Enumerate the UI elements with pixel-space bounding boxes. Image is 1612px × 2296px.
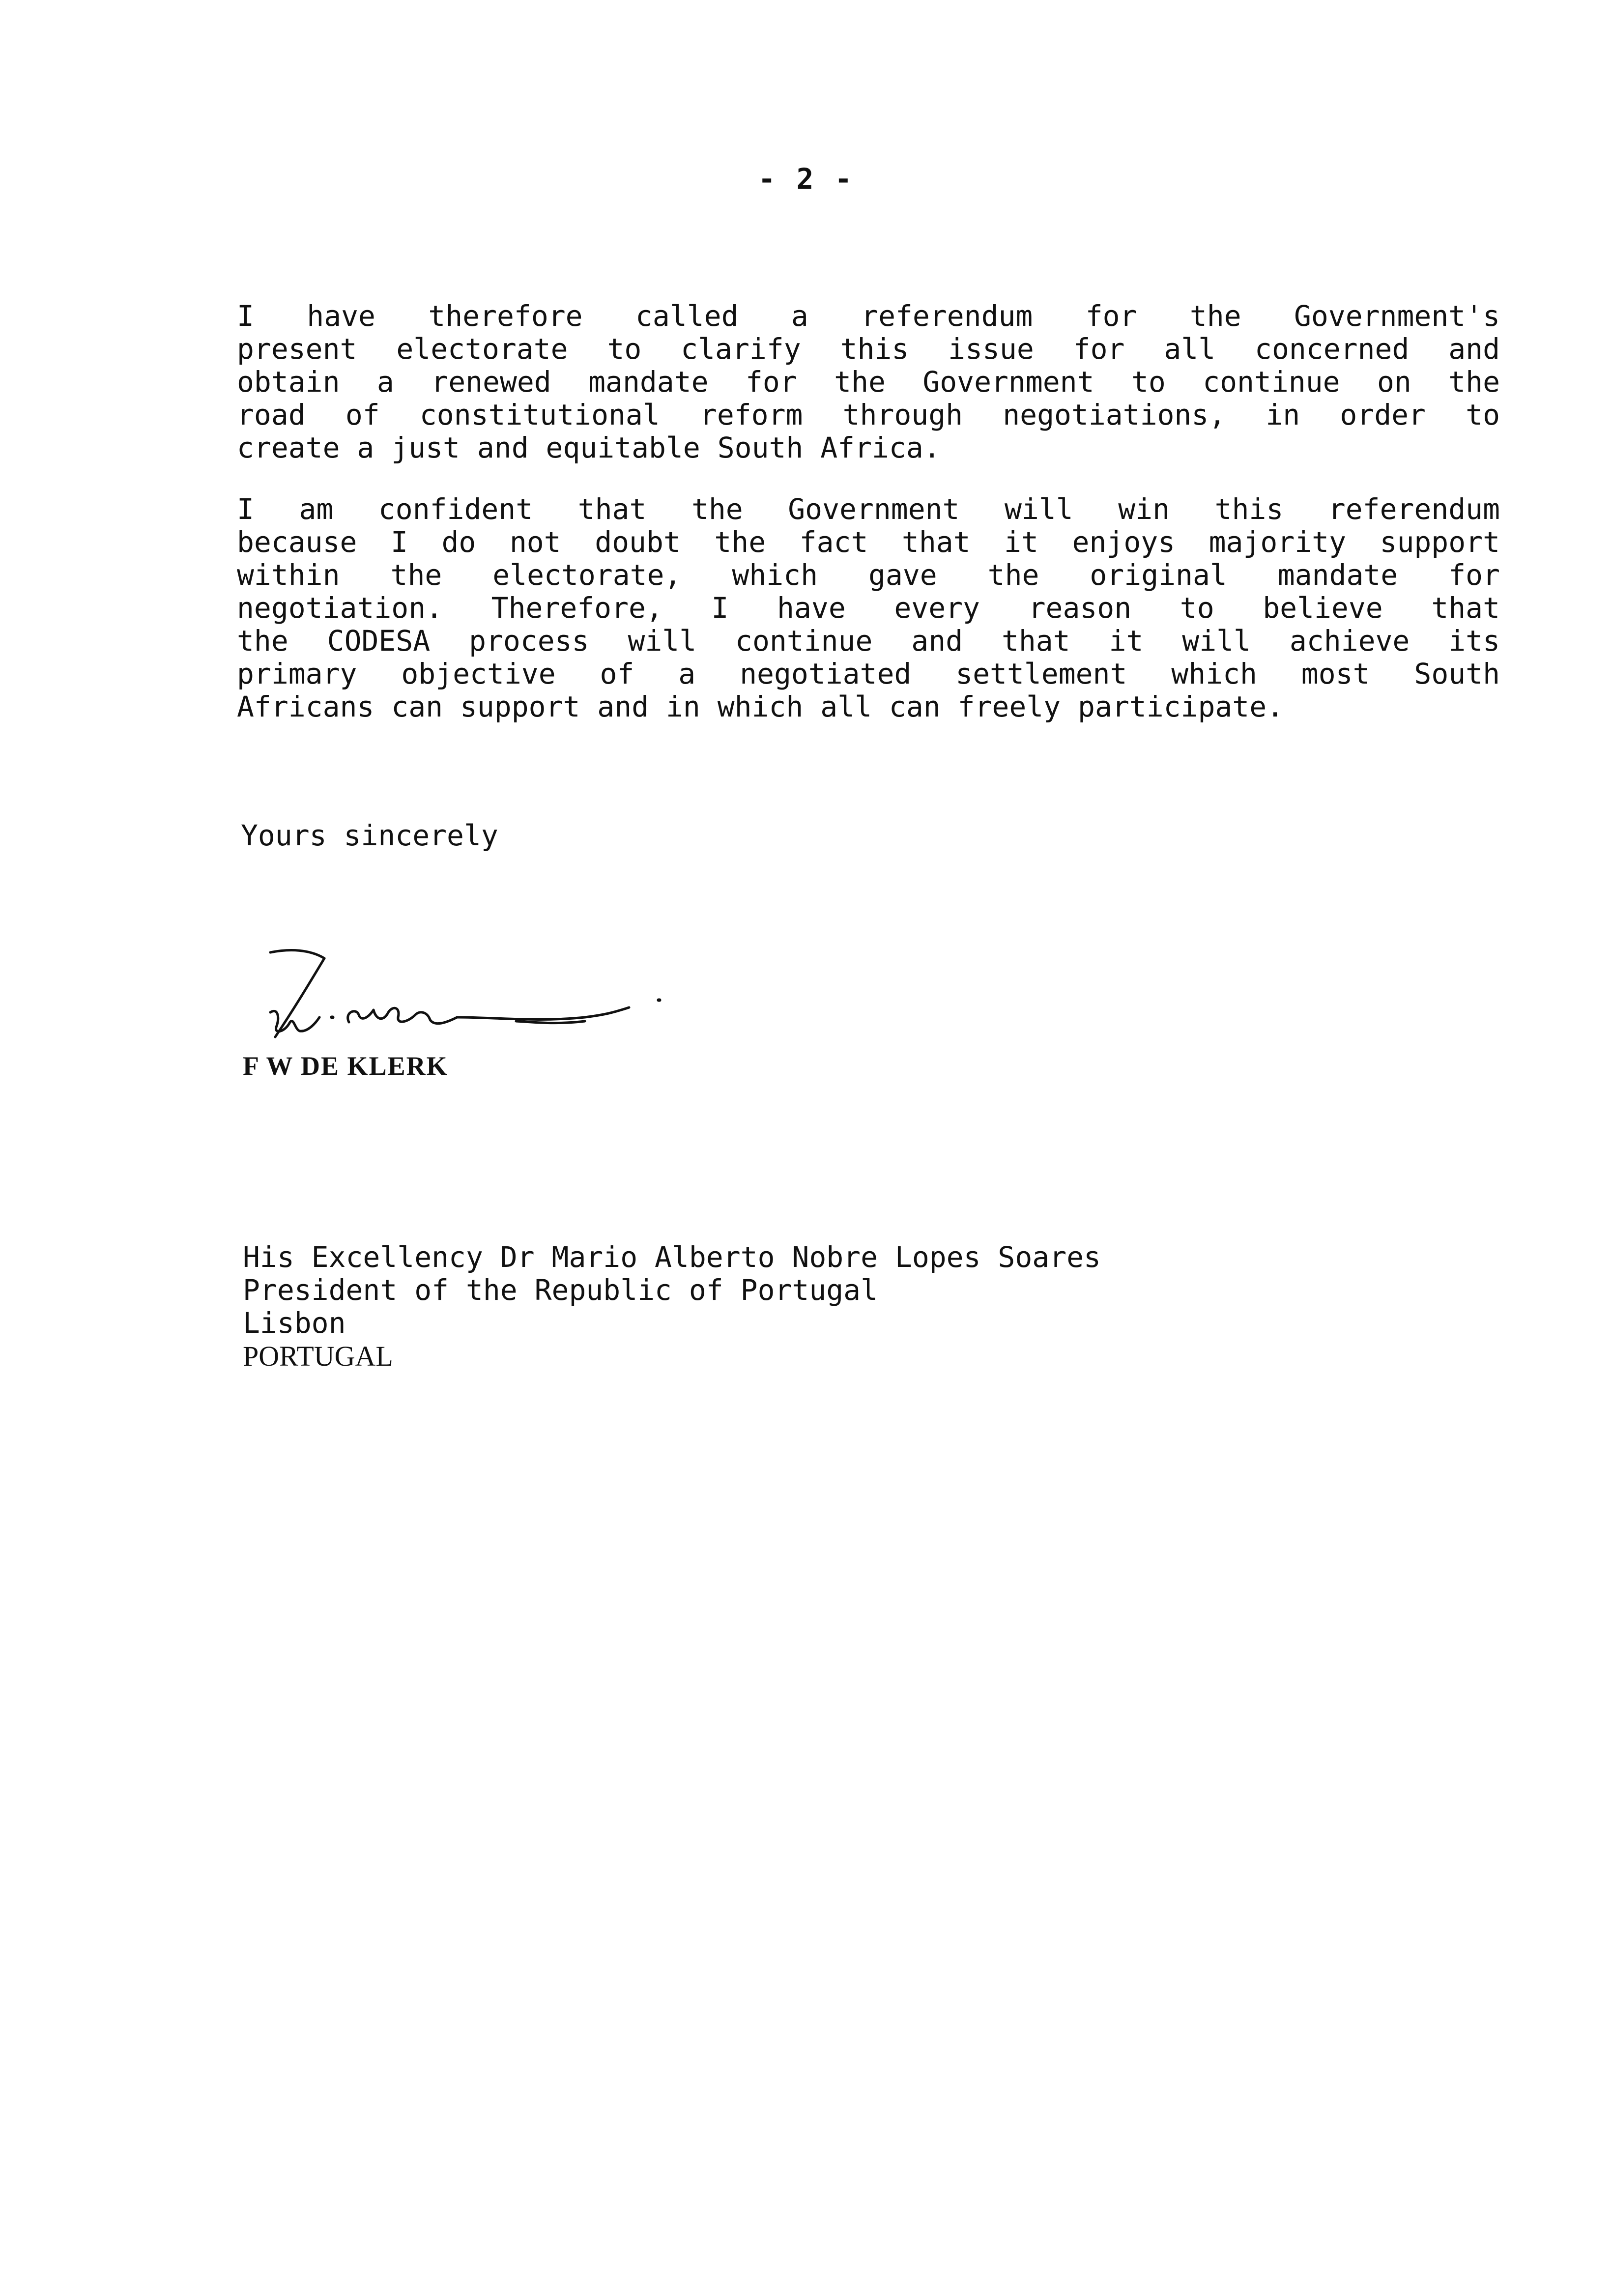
paragraph-line: Africans can support and in which all can freely participate.	[237, 690, 1284, 723]
paragraph-line: within the electorate, which gave the original mandate for	[237, 558, 1500, 592]
paragraph-line: because I do not doubt the fact that it enjoys majority support	[237, 525, 1500, 559]
address-line: President of the Republic of Portugal	[243, 1273, 878, 1307]
paragraph-line: obtain a renewed mandate for the Government to continue on the	[237, 365, 1500, 399]
paragraph-line: negotiation. Therefore, I have every reason to believe that	[237, 591, 1500, 625]
body-paragraph-1	[237, 300, 1500, 464]
paragraph-line: present electorate to clarify this issue for all concerned and	[237, 332, 1500, 366]
address-line: PORTUGAL	[243, 1340, 393, 1372]
handwritten-signature	[241, 944, 683, 1062]
address-line: Lisbon	[243, 1306, 346, 1340]
address-line: His Excellency Dr Mario Alberto Nobre Lopes Soares	[243, 1240, 1101, 1274]
page-number: - 2 -	[758, 162, 854, 196]
paragraph-line: create a just and equitable South Africa.	[237, 431, 941, 464]
paragraph-line: I am confident that the Government will win this referendum	[237, 492, 1500, 526]
body-paragraph-2	[237, 493, 1500, 723]
paragraph-line: the CODESA process will continue and that it will achieve its	[237, 624, 1500, 658]
recipient-address	[243, 1241, 1101, 1373]
paragraph-line: primary objective of a negotiated settlement which most South	[237, 657, 1500, 690]
paragraph-line: road of constitutional reform through negotiations, in order to	[237, 398, 1500, 431]
signer-name: F W DE KLERK	[243, 1051, 448, 1081]
closing-salutation: Yours sincerely	[241, 819, 498, 852]
paragraph-line: I have therefore called a referendum for the Government's	[237, 299, 1500, 333]
